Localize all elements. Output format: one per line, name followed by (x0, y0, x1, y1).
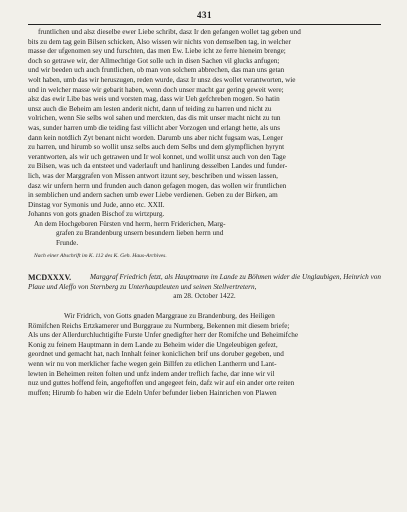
address-line: Frunde. (56, 239, 79, 248)
document-title: Marggraf Friedrich fetzt, als Hauptmann im Lande zu Böhmen wider die Unglaubigen, Heinrich von Plaue und Aleffo von Sternberg zu Unterhauptleuten und seinen Stellvertretern, (28, 273, 381, 291)
text-line: Als uns der Allerdurchluchtigifte Furste Unfer gnedigfter herr der Romifche und Beheimifche (28, 331, 299, 340)
source-note: Nach einer Abschrift im K. 112 des K. Geh. Haus-Archives. (34, 252, 167, 259)
text-line: doch so getrawe wir, der Allmechtige Got solle uch in disen Sachen vil glucks anfugen; (28, 56, 280, 65)
previous-document-body (28, 28, 381, 261)
text-line: unsz auch die Beheim am lesten anderit nicht, dann uf teiding zu harren und nicht zu (28, 104, 272, 113)
text-line: verantworten, als wir uch getrawen und Ir wol konnet, und wollit unsz auch von den Tage (28, 152, 286, 161)
text-line: und wir beeden uch auch fruntlichen, ob man von solchem abbrechen, das man uns getan (28, 66, 285, 75)
text-line: geordnet und gemacht hat, nach Innhalt feiner koniclichen brif uns doruber gegeben, und (28, 350, 284, 359)
address-line: grafen zu Brandenburg unsern besundern lieben herrn und (56, 229, 224, 238)
text-line: Dinstag vor Symonis und Jude, anno etc. XXII. (28, 200, 165, 209)
document-date: am 28. October 1422. (173, 292, 236, 301)
text-line: zu Bilsen, was uch da entsteet und vaderlauft und hanlirung desselben Landes und funder- (28, 162, 288, 171)
text-line: lewten in Beheimen reiten folten und unfz indem ander treflich fache, dar inne wir vil (28, 369, 275, 378)
text-line: wenn wir nu von merklicher fache wegen gein Billfen zu etlichen Lantherrn und Lant- (28, 360, 277, 368)
text-line: wolt haben, umb das wir heruszugen, reden wurde, dasz Ir unsz des wollet verantworten, wie (28, 75, 296, 84)
text-line: nuz und guttes hoffend fein, angeftoffen und angegeet fein, dafz wir auf ein ander orte reiten (28, 379, 295, 388)
text-line: fruntlichen und alsz dieselbe ewer Liebe schribt, dasz Ir den gefangen wollet tag geben und (38, 28, 301, 36)
header-rule (28, 24, 381, 25)
text-line: in semblichen und andern sachen umb ewer Liebe verdienen. Geben zu der Birken, am (28, 191, 278, 200)
page-number: 431 (197, 10, 212, 20)
address-line: An dem Hochgeboren Fürsten vnd herrn, herrn Friderichen, Marg- (34, 219, 226, 228)
document-number: MCDXXXV. (28, 273, 72, 283)
text-line: und in welcher masse wir gebarit haben, wenn doch unser macht gar gering geweit were; (28, 85, 284, 94)
text-line: was, sunder harren umb die teiding fast villicht aber Vorzogen und erlangt hette, als uns (28, 123, 281, 132)
signature: Johanns von gots gnaden Bischof zu wirtzpurg. (28, 210, 165, 219)
text-line: dasz wir unfern herrn und frunden auch danon gefagen mogen, das wollen wir fruntlichen (28, 181, 287, 190)
text-line: dann kein notdlich Zyt benant nicht worden. Darumb uns aber nicht fugsam was, Lenger (28, 133, 283, 142)
text-line: muffen; Hirumb fo haben wir die Edeln Unfer befunder lieben Hainrichen von Plawen (28, 388, 277, 397)
text-line: Wir Fridrich, von Gotts gnaden Marggraue zu Brandenburg, des Heiligen (64, 312, 275, 321)
text-line: Konig zu feinem Hauptmann in dem Lande zu Beheim wider die Ungeleubigen gefezt, (28, 340, 278, 349)
text-line: volrichen, wenn Sie selbs wol sahen und merckten, das dis mit unser macht nicht zu tun (28, 114, 281, 123)
document-heading (28, 273, 381, 302)
text-line: lich, was der Marggrafen von Missen antwort itzunt sey, beschriben und wissen lassen, (28, 171, 278, 180)
text-line: alsz das ewir Libe bas weis und vorsten mag, dass wir Ueh gefchreben mogen. So hatin (28, 95, 280, 104)
text-line: masse der ufgenomen sey und furschten, das men Ew. Liebe icht ze ferre hieneim brenge; (28, 47, 286, 56)
text-line: Römifchen Reichs Ertzkamerer und Burggraue zu Nurmberg, Bekennen mit diesem briefe; (28, 321, 290, 330)
text-line: bits zu dem tag gein Bilsen schicken, Also wissen wir nichts von demselben tag, in welcher (28, 37, 291, 46)
new-document-body (28, 312, 381, 398)
text-line: zu harren, und hirumb so wollit unsz selbs auch dem Selbs und dem glympflichen hyrynt (28, 143, 285, 152)
